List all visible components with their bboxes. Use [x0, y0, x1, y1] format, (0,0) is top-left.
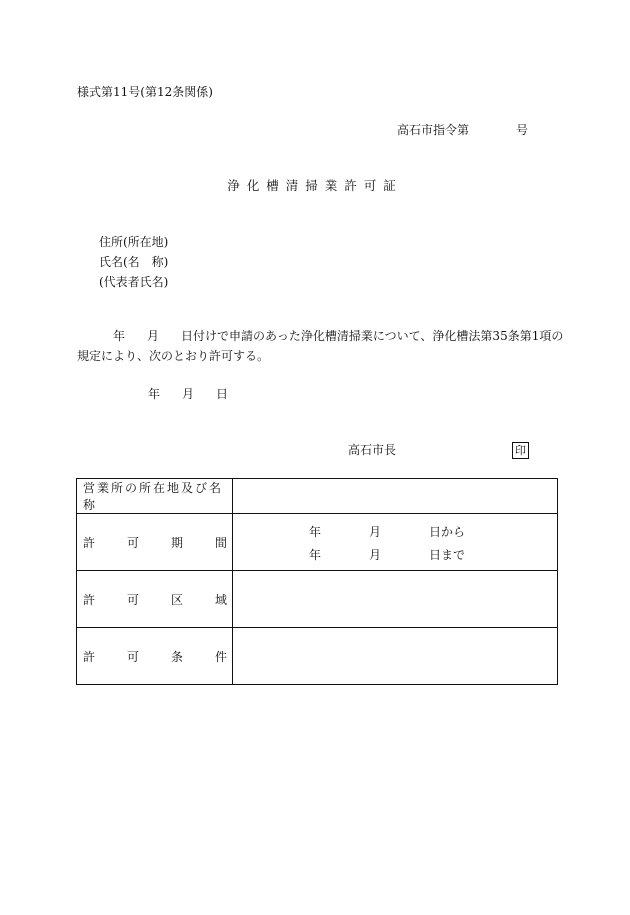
period-label [83, 534, 227, 551]
issue-date [148, 386, 228, 402]
conditions-value-cell [233, 628, 558, 685]
table-row-area [77, 571, 558, 628]
representative-label: (代表者氏名) [99, 275, 169, 289]
period-from-day-label: 日から [429, 525, 466, 539]
area-label-char: 許 [83, 592, 96, 607]
period-label-char: 期 [170, 535, 183, 550]
office-value-cell [233, 479, 558, 514]
issue-day-label: 日 [216, 387, 229, 401]
period-from-year-label: 年 [309, 525, 322, 539]
conditions-label-char: 可 [126, 649, 139, 664]
area-label-cell [77, 571, 233, 628]
period-to-line [233, 546, 558, 562]
address-label: 住所(所在地) [99, 235, 169, 249]
name-label: 氏名(名 称) [99, 255, 169, 269]
period-from-month-label: 月 [369, 525, 382, 539]
conditions-label-char: 件 [214, 649, 227, 664]
period-label-char: 間 [214, 535, 227, 550]
form-number: 様式第11号(第12条関係) [77, 85, 213, 99]
area-label [83, 591, 227, 608]
conditions-label [83, 648, 227, 665]
seal-mark: 印 [512, 442, 529, 459]
table-row-conditions [77, 628, 558, 685]
table-row-office [77, 479, 558, 514]
issue-year-label: 年 [148, 387, 161, 401]
table-row-period [77, 514, 558, 571]
period-label-char: 許 [83, 535, 96, 550]
mayor-title: 高石市長 [348, 443, 397, 457]
conditions-label-char: 条 [170, 649, 183, 664]
period-to-month-label: 月 [369, 548, 382, 562]
designation-number-suffix: 号 [516, 123, 529, 137]
permit-details-table [76, 478, 558, 685]
period-from-line [233, 523, 558, 539]
application-year-label: 年 [113, 329, 126, 343]
area-label-char: 可 [126, 592, 139, 607]
area-label-char: 区 [170, 592, 183, 607]
office-label: 営業所の所在地及び名称 [83, 481, 224, 512]
conditions-label-char: 許 [83, 649, 96, 664]
application-month-label: 月 [147, 329, 160, 343]
body-text-line1 [77, 328, 563, 344]
area-value-cell [233, 571, 558, 628]
period-value-cell [233, 514, 558, 571]
body-text-main: 日付けで申請のあった浄化槽清掃業について、浄化槽法第35条第1項の [181, 329, 564, 343]
issue-month-label: 月 [182, 387, 195, 401]
designation-number-prefix: 高石市指令第 [397, 123, 470, 137]
period-to-year-label: 年 [309, 548, 322, 562]
document-title: 浄化槽清掃業許可証 [227, 178, 403, 193]
period-to-day-label: 日まで [429, 548, 466, 562]
body-text-line2: 規定により、次のとおり許可する。 [77, 349, 270, 363]
period-label-char: 可 [126, 535, 139, 550]
office-label-cell [77, 479, 233, 514]
area-label-char: 域 [214, 592, 227, 607]
conditions-label-cell [77, 628, 233, 685]
period-label-cell [77, 514, 233, 571]
